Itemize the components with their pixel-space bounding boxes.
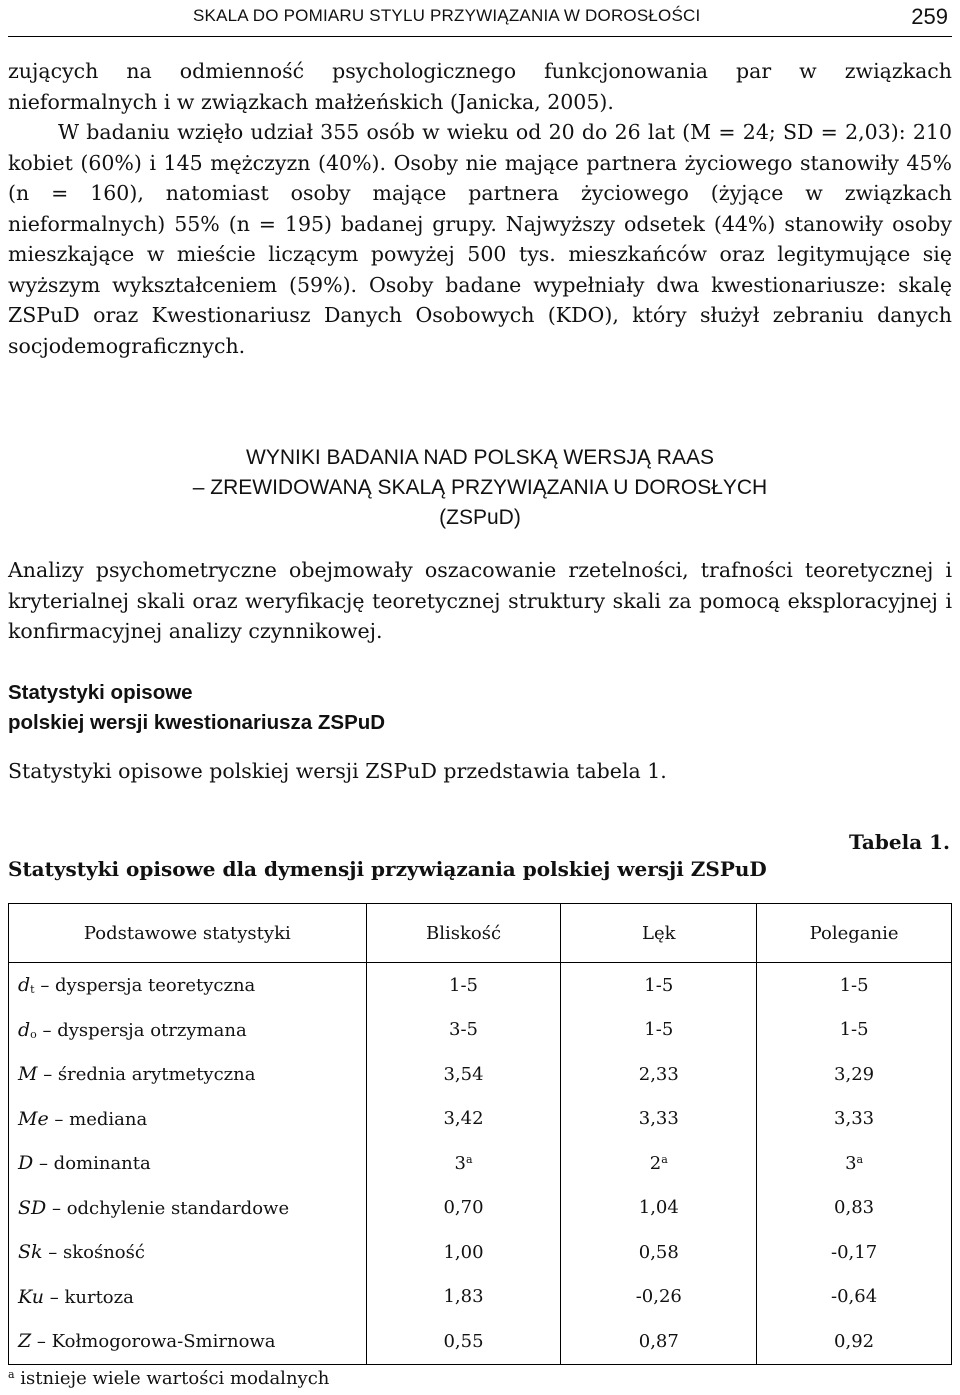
statistic-description: – odchylenie standardowe: [46, 1197, 290, 1219]
table-cell: [366, 1275, 561, 1320]
cell-value: 3,42: [443, 1108, 484, 1130]
table-label: Tabela 1.: [848, 830, 950, 854]
statistic-symbol: Ku: [18, 1285, 45, 1308]
table-row: [9, 963, 952, 1008]
statistic-symbol: d: [18, 974, 31, 997]
cell-value: 0,87: [638, 1330, 679, 1352]
row-label: [9, 1319, 367, 1364]
paragraph-participants: W badaniu wzięło udział 355 osób w wieku od 20 do 26 lat (M = 24; SD = 2,03): 210 kobiet (60%) i 145 mężczyzn (40%). Osoby nie mające partnera życiowego stanowiły 45% (n = 160), natomiast osoby mające partnera życiowego (żyjące w związkach nieformalnych) 55% (n = 195) badanej grupy. Najwyższy odsetek (44%) stanowiły osoby mieszkające w mieście liczącym powyżej 500 tys. mieszkańców oraz legitymujące się wyższym wykształceniem (59%). Osoby badane wypełniały dwa kwestionariusze: skalę ZSPuD oraz Kwestionariusz Danych Osobowych (KDO), który służył zebraniu danych socjodemograficznych.: [8, 120, 952, 358]
statistic-description: – Kołmogorowa-Smirnowa: [31, 1331, 276, 1353]
table-cell: [561, 1230, 757, 1275]
section-heading: [0, 443, 960, 533]
row-label: [9, 1230, 367, 1275]
cell-value: 3-5: [449, 1019, 479, 1041]
paragraph-analyses: [8, 555, 952, 647]
sub-heading-line-2: polskiej wersji kwestionariusza ZSPuD: [8, 711, 386, 734]
table-cell: [757, 963, 952, 1008]
row-label: [9, 1186, 367, 1231]
section-heading-line-1: WYNIKI BADANIA NAD POLSKĄ WERSJĄ RAAS: [246, 446, 714, 469]
table-row: [9, 1097, 952, 1142]
table-cell: [561, 963, 757, 1008]
row-label: [9, 1097, 367, 1142]
statistic-symbol: Z: [18, 1330, 32, 1353]
header-dependence: Poleganie: [757, 904, 952, 963]
table-cell: [561, 1097, 757, 1142]
table-row: [9, 1141, 952, 1186]
statistic-description: – dyspersja otrzymana: [36, 1019, 247, 1041]
table-row: [9, 1230, 952, 1275]
section-heading-line-3: (ZSPuD): [439, 506, 521, 529]
cell-value: 0,92: [834, 1330, 875, 1352]
cell-value: 3,33: [638, 1108, 679, 1130]
table-cell: [561, 1186, 757, 1231]
table-row: [9, 1186, 952, 1231]
cell-value: 1-5: [644, 974, 674, 996]
table-header-row: [9, 904, 952, 963]
header-statistic: Podstawowe statystyki: [9, 904, 367, 963]
paragraph-table-intro: [8, 756, 952, 787]
table-cell: [366, 1186, 561, 1231]
table-cell: [757, 1186, 952, 1231]
header-rule: [8, 36, 952, 37]
row-label: [9, 1052, 367, 1097]
cell-value: 3,54: [443, 1063, 484, 1085]
table-row: [9, 1008, 952, 1053]
statistic-description: – dyspersja teoretyczna: [34, 975, 256, 997]
paragraph-continuation: zujących na odmienność psychologicznego funkcjonowania par w związkach nieformalnych i w związkach małżeńskich (Janicka, 2005).: [8, 59, 952, 114]
row-label: [9, 1141, 367, 1186]
row-label: [9, 963, 367, 1008]
intro-text: [8, 56, 952, 361]
header-anxiety: Lęk: [561, 904, 757, 963]
header-closeness: Bliskość: [366, 904, 561, 963]
cell-value: 1-5: [839, 1019, 869, 1041]
table-cell: [561, 1052, 757, 1097]
cell-value: 0,58: [638, 1241, 679, 1263]
table-cell: [366, 1230, 561, 1275]
table-cell: [366, 1008, 561, 1053]
table-cell: [757, 1008, 952, 1053]
cell-value: 3: [845, 1152, 857, 1174]
paragraph-table-intro-text: Statystyki opisowe polskiej wersji ZSPuD przedstawia tabela 1.: [8, 759, 667, 783]
cell-value: -0,26: [635, 1286, 682, 1308]
statistic-symbol: Sk: [18, 1241, 43, 1264]
footnote-reference: a: [661, 1152, 668, 1166]
statistic-symbol: Me: [18, 1107, 49, 1130]
cell-value: 1-5: [449, 974, 479, 996]
table-cell: [366, 1141, 561, 1186]
cell-value: 1-5: [644, 1019, 674, 1041]
table-row: [9, 1275, 952, 1320]
cell-value: 2,33: [638, 1063, 679, 1085]
table-footnote: [8, 1368, 329, 1389]
table-row: [9, 1319, 952, 1364]
table-cell: [366, 1319, 561, 1364]
row-label: [9, 1275, 367, 1320]
statistic-symbol: D: [18, 1152, 34, 1175]
statistic-description: – średnia arytmetyczna: [37, 1064, 256, 1086]
cell-value: 1-5: [839, 974, 869, 996]
cell-value: 1,83: [443, 1286, 484, 1308]
paragraph-analyses-text: Analizy psychometryczne obejmowały oszacowanie rzetelności, trafności teoretycznej i kryterialnej skali oraz weryfikację teoretycznej struktury skali za pomocą eksploracyjnej i konfirmacyjnej analizy czynnikowej.: [8, 558, 952, 643]
footnote-text: istnieje wiele wartości modalnych: [14, 1368, 330, 1389]
table-row: [9, 1052, 952, 1097]
table-cell: [757, 1052, 952, 1097]
table-cell: [366, 963, 561, 1008]
table-cell: [561, 1319, 757, 1364]
sub-heading-line-1: Statystyki opisowe: [8, 681, 193, 704]
table-cell: [366, 1097, 561, 1142]
cell-value: 3: [454, 1152, 466, 1174]
page-number: 259: [911, 4, 948, 29]
stats-table: [8, 903, 952, 1365]
statistic-subscript: t: [30, 983, 35, 997]
cell-value: 3,29: [834, 1063, 875, 1085]
cell-value: 0,83: [834, 1197, 875, 1219]
running-title: SKALA DO POMIARU STYLU PRZYWIĄZANIA W DOROSŁOŚCI: [193, 6, 701, 25]
section-heading-line-2: – ZREWIDOWANĄ SKALĄ PRZYWIĄZANIA U DOROSŁYCH: [192, 476, 768, 499]
cell-value: -0,64: [830, 1286, 878, 1308]
statistic-symbol: d: [18, 1018, 31, 1041]
table-cell: [561, 1141, 757, 1186]
table-cell: [757, 1230, 952, 1275]
table-cell: [366, 1052, 561, 1097]
table-cell: [561, 1275, 757, 1320]
footnote-mark: a: [8, 1368, 15, 1381]
sub-heading: [8, 678, 385, 738]
cell-value: 3,33: [834, 1108, 875, 1130]
statistic-subscript: o: [30, 1027, 37, 1041]
statistic-symbol: SD: [18, 1196, 47, 1219]
table-cell: [757, 1275, 952, 1320]
row-label: [9, 1008, 367, 1053]
footnote-reference: a: [465, 1152, 473, 1166]
statistic-description: – kurtoza: [44, 1286, 134, 1308]
statistic-description: – mediana: [48, 1108, 148, 1130]
cell-value: 2: [649, 1152, 662, 1174]
table-cell: [757, 1319, 952, 1364]
footnote-reference: a: [856, 1152, 864, 1166]
cell-value: -0,17: [830, 1241, 878, 1263]
table-title: Statystyki opisowe dla dymensji przywiązania polskiej wersji ZSPuD: [8, 857, 767, 881]
statistic-symbol: M: [18, 1063, 38, 1086]
table-cell: [561, 1008, 757, 1053]
page-header: [8, 0, 952, 40]
table-cell: [757, 1141, 952, 1186]
statistic-description: – dominanta: [33, 1153, 151, 1175]
cell-value: 0,70: [443, 1197, 484, 1219]
table-cell: [757, 1097, 952, 1142]
cell-value: 0,55: [443, 1330, 484, 1352]
cell-value: 1,00: [443, 1241, 484, 1263]
statistic-description: – skośność: [42, 1242, 145, 1264]
cell-value: 1,04: [638, 1197, 679, 1219]
